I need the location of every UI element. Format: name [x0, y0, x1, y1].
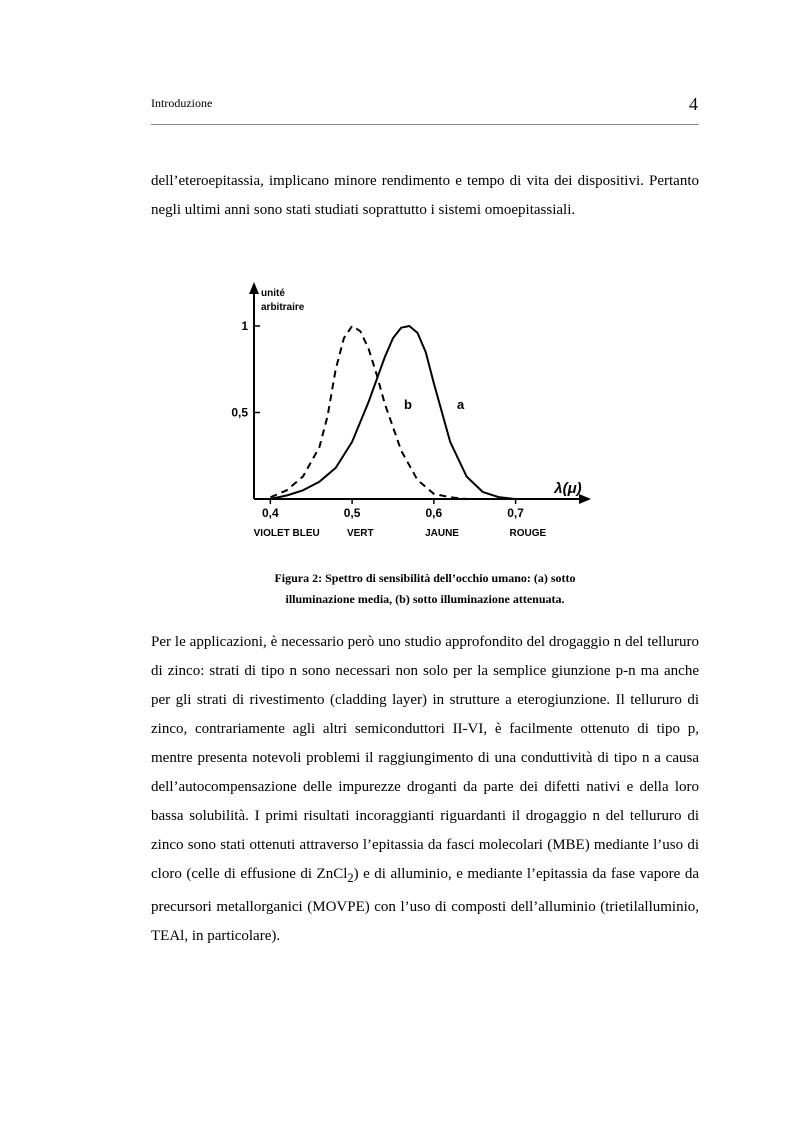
- y-tick-label: 1: [241, 319, 248, 333]
- header-divider: [151, 124, 699, 125]
- color-band-label: JAUNE: [425, 528, 459, 539]
- series-b-line: [270, 326, 466, 499]
- page-number: 4: [689, 94, 698, 114]
- y-axis-label-line-1: unité: [261, 288, 285, 299]
- series-b-label: b: [404, 397, 412, 412]
- caption-line-1: Figura 2: Spettro di sensibilità dell’occhio umano: (a) sotto: [274, 571, 576, 585]
- paragraph-2-text-end: ) e di alluminio, e mediante l’epitassia da fase vapore da precursori metallorganici (MOVPE) con l’uso di composti dell’alluminio (trietilalluminio, TEAl, in particolare).: [151, 866, 699, 944]
- sensitivity-chart: [216, 270, 596, 550]
- paragraph-2-text: Per le applicazioni, è necessario però uno studio approfondito del drogaggio n del tellururo di zinco: strati di tipo n sono necessari non solo per la semplice giunzione p-n ma anche per gli strati di rivestimento (cladding layer) in strutture a eterogiunzione. Il tellururo di zinco, contrariamente agli altri semiconduttori II-VI, è facilmente ottenuto di tipo p, mentre presenta notevoli problemi il raggiungimento di una conduttività di tipo n a causa dell’autocompensazione delle impurezze droganti da parte dei difetti nativi e della loro bassa solubilità. I primi risultati incoraggianti riguardanti il drogaggio n del tellururo di zinco sono stati ottenuti attraverso l’epitassia da fasci molecolari (MBE) mediante l’uso di cloro (celle di effusione di ZnCl: [151, 634, 699, 882]
- series-a-line: [270, 326, 532, 499]
- x-tick-label: 0,7: [507, 506, 524, 520]
- y-tick-label: 0,5: [231, 405, 248, 420]
- subscript: 2: [347, 871, 354, 885]
- color-band-label: VERT: [346, 528, 374, 539]
- y-axis-label-line-2: arbitraire: [261, 302, 305, 313]
- y-axis-arrow: [249, 282, 259, 294]
- series-a-label: a: [457, 397, 465, 412]
- figure-caption: [151, 568, 699, 610]
- figure-2: [216, 270, 596, 550]
- paragraph-2: [151, 628, 699, 951]
- x-tick-label: 0,5: [343, 506, 361, 520]
- color-band-label: ROUGE: [509, 528, 547, 539]
- caption-line-2: illuminazione media, (b) sotto illuminazione attenuata.: [285, 592, 565, 606]
- paragraph-1: dell’eteroepitassia, implicano minore rendimento e tempo di vita dei dispositivi. Pertanto negli ultimi anni sono stati studiati soprattutto i sistemi omoepitassiali.: [151, 173, 699, 218]
- header-section-title: Introduzione: [151, 96, 213, 110]
- x-axis-label: λ(μ): [554, 480, 582, 497]
- x-tick-label: 0,4: [262, 506, 279, 520]
- x-tick-label: 0,6: [425, 506, 443, 520]
- color-band-label: VIOLET BLEU: [253, 528, 320, 539]
